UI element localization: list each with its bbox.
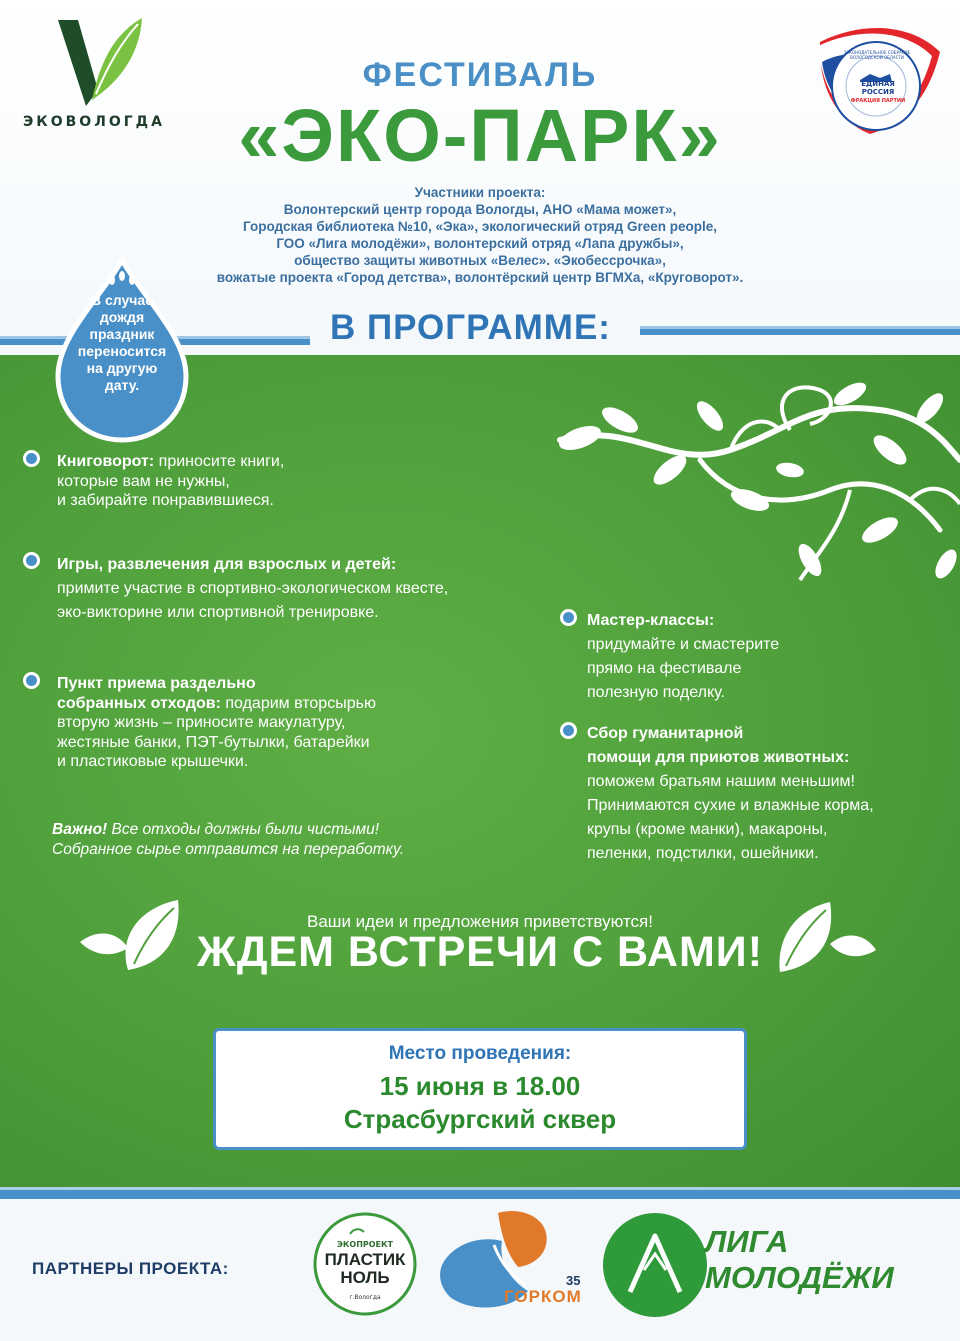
important-text: Все отходы должны были чистыми! <box>107 821 380 838</box>
item-waste-text: и пластиковые крышечки. <box>57 753 249 770</box>
item-help-title: помощи для приютов животных: <box>587 749 850 766</box>
important-note <box>52 820 404 860</box>
item-master-text: прямо на фестивале <box>587 660 742 677</box>
rain-note <box>60 292 184 394</box>
liga-name-line: МОЛОДЁЖИ <box>705 1260 894 1295</box>
plastic-nol-name-line: ПЛАСТИК <box>324 1250 406 1269</box>
important-bold: Важно! <box>52 821 108 838</box>
rain-note-line: переносится <box>77 343 167 359</box>
vine-leaves-icon <box>550 380 960 600</box>
gorkom-logo <box>438 1205 588 1315</box>
divider-stripe-bottom <box>0 1187 960 1199</box>
participants-label: Участники проекта: <box>414 185 546 200</box>
item-games-text: эко-викторине или спортивной тренировке. <box>57 604 379 621</box>
er-ring-text: ЗАКОНОДАТЕЛЬНОЕ СОБРАНИЕ ВОЛОГОДСКОЙ ОБЛАСТИ <box>843 50 911 60</box>
item-waste-text: вторую жизнь – приносите макулатуру, <box>57 714 346 731</box>
gorkom-name: ГОРКОМ <box>504 1287 582 1306</box>
item-waste-text: жестяные банки, ПЭТ-бутылки, батарейки <box>57 733 370 751</box>
bullet-icon <box>560 722 577 739</box>
participants-line: вожатые проекта «Город детства», волонтёрский центр ВГМХа, «Круговорот». <box>216 270 744 285</box>
item-help-text: крупы (кроме манки), макароны, <box>587 821 828 838</box>
partners-label: ПАРТНЕРЫ ПРОЕКТА: <box>32 1259 229 1278</box>
item-help-text: поможем братьям нашим меньшим! <box>587 773 855 790</box>
item-help-text: пеленки, подстилки, ошейники. <box>587 845 819 862</box>
rain-note-line: дату. <box>104 377 140 393</box>
venue-label: Место проведения: <box>388 1043 572 1064</box>
item-help-text: Принимаются сухие и влажные корма, <box>587 797 874 814</box>
venue-name: Страсбургский сквер <box>343 1104 617 1134</box>
liga-molodezhi-logo-icon <box>600 1210 710 1320</box>
bullet-icon <box>560 609 577 626</box>
item-games <box>57 553 448 625</box>
rain-note-line: на другую <box>86 360 158 376</box>
plastic-nol-name <box>310 1251 420 1287</box>
rain-note-line: В случае <box>91 292 153 308</box>
participants-line: общество защиты животных «Велес». «Экобессрочка», <box>294 253 666 268</box>
rain-note-line: праздник <box>89 326 155 342</box>
item-books-text: которые вам не нужны, <box>57 472 230 490</box>
festival-title: «ЭКО-ПАРК» <box>238 94 722 177</box>
item-master-title: Мастер-классы: <box>587 612 715 629</box>
item-waste-text: подарим вторсырью <box>220 694 376 712</box>
divider-stripe-right <box>640 326 960 335</box>
item-help-title: Сбор гуманитарной <box>587 725 744 742</box>
gorkom-number: 35 <box>566 1273 581 1288</box>
participants-block <box>140 184 820 286</box>
item-master-text: придумайте и смастерите <box>587 636 780 653</box>
liga-molodezhi-name <box>705 1224 894 1296</box>
plastic-nol-top: ЭКОПРОЕКТ <box>336 1240 394 1249</box>
item-waste <box>57 674 376 772</box>
er-line-3: ФРАКЦИЯ ПАРТИИ <box>850 98 906 104</box>
festival-label: ФЕСТИВАЛЬ <box>362 56 598 94</box>
item-help <box>587 722 874 866</box>
plastic-nol-city: г.Вологда <box>349 1294 381 1301</box>
rain-note-line: дождя <box>99 309 145 325</box>
ekovologda-logo-text: ЭКОВОЛОГДА <box>23 114 165 130</box>
item-waste-title: собранных отходов: <box>57 694 221 712</box>
item-books <box>57 452 284 511</box>
plastic-nol-logo <box>310 1208 420 1320</box>
participants-line: ГОО «Лига молодёжи», волонтерский отряд «Лапа дружбы», <box>276 236 684 251</box>
bullet-icon <box>23 450 40 467</box>
participants-line: Волонтерский центр города Вологды, АНО «Мама может», <box>283 202 677 217</box>
plastic-nol-name-line: НОЛЬ <box>340 1268 390 1287</box>
item-master-text: полезную поделку. <box>587 684 725 701</box>
event-date: 15 июня в 18.00 <box>379 1071 581 1101</box>
program-title: В ПРОГРАММЕ: <box>330 308 611 347</box>
item-games-title: Игры, развлечения для взрослых и детей: <box>57 556 397 573</box>
item-master <box>587 609 779 705</box>
ideas-welcome: Ваши идеи и предложения приветствуются! <box>307 912 653 931</box>
bullet-icon <box>23 552 40 569</box>
venue-box <box>213 1028 747 1150</box>
bullet-icon <box>23 672 40 689</box>
item-games-text: примите участие в спортивно-экологическом квесте, <box>57 580 449 597</box>
important-text: Собранное сырье отправится на переработку. <box>52 841 404 858</box>
item-books-text: приносите книги, <box>154 453 285 470</box>
item-books-text: и забирайте понравившиеся. <box>57 492 274 509</box>
participants-line: Городская библиотека №10, «Эка», экологический отряд Green people, <box>243 219 717 234</box>
item-waste-title: Пункт приема раздельно <box>57 675 256 692</box>
waiting-headline: ЖДЕМ ВСТРЕЧИ С ВАМИ! <box>196 928 764 976</box>
item-books-title: Книговорот: <box>57 453 155 470</box>
er-line-1: ЕДИНАЯ <box>861 80 895 88</box>
liga-name-line: ЛИГА <box>705 1224 789 1259</box>
er-line-2: РОССИЯ <box>861 88 895 96</box>
